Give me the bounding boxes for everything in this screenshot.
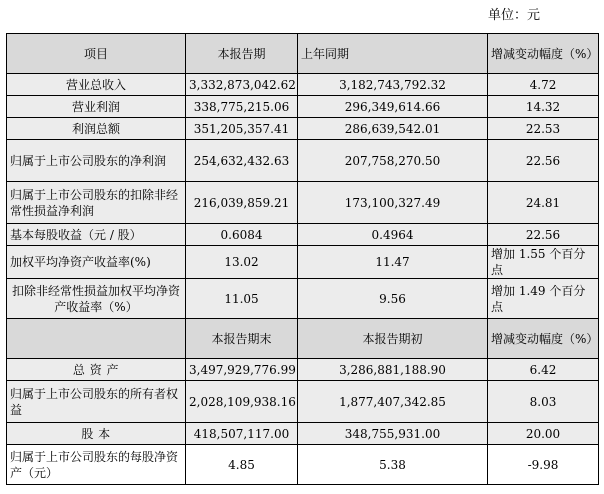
row-current: 418,507,117.00	[186, 423, 298, 445]
row-current: 2,028,109,938.16	[186, 381, 298, 423]
header-item: 项目	[7, 34, 186, 74]
table-row	[7, 381, 599, 423]
table-row	[7, 445, 599, 485]
table-row	[7, 96, 599, 118]
row-previous: 11.47	[298, 246, 488, 279]
table-row	[7, 246, 599, 279]
table-row	[7, 74, 599, 96]
row-change: 4.72	[488, 74, 599, 96]
row-previous: 173,100,327.49	[298, 182, 488, 224]
row-item: 营业利润	[7, 96, 186, 118]
row-previous: 348,755,931.00	[298, 423, 488, 445]
row-previous: 3,182,743,792.32	[298, 74, 488, 96]
row-change: 20.00	[488, 423, 599, 445]
row-change: 增加 1.55 个百分点	[488, 246, 599, 279]
row-item: 归属于上市公司股东的扣除非经常性损益净利润	[7, 182, 186, 224]
header-previous: 上年同期	[298, 34, 488, 74]
row-item: 归属于上市公司股东的所有者权益	[7, 381, 186, 423]
row-item: 归属于上市公司股东的每股净资产（元）	[7, 445, 186, 485]
row-change: -9.98	[488, 445, 599, 485]
unit-label: 单位：元	[487, 8, 540, 23]
row-change: 增加 1.49 个百分点	[488, 279, 599, 319]
row-item: 利润总额	[7, 118, 186, 140]
row-item: 基本每股收益（元 / 股）	[7, 224, 186, 246]
row-previous: 286,639,542.01	[298, 118, 488, 140]
table-header-row	[7, 34, 599, 74]
row-change: 24.81	[488, 182, 599, 224]
row-previous: 9.56	[298, 279, 488, 319]
table-row	[7, 359, 599, 381]
row-current: 0.6084	[186, 224, 298, 246]
row-current: 11.05	[186, 279, 298, 319]
row-change: 22.56	[488, 224, 599, 246]
row-previous: 207,758,270.50	[298, 140, 488, 182]
table-row	[7, 140, 599, 182]
row-current: 338,775,215.06	[186, 96, 298, 118]
table-row	[7, 279, 599, 319]
financial-summary-table	[6, 33, 599, 485]
row-change: 8.03	[488, 381, 599, 423]
row-item: 总 资 产	[7, 359, 186, 381]
table-row	[7, 224, 599, 246]
table-row	[7, 118, 599, 140]
row-current: 216,039,859.21	[186, 182, 298, 224]
row-current: 3,497,929,776.99	[186, 359, 298, 381]
row-item: 扣除非经常性损益加权平均净资产收益率（%）	[7, 279, 186, 319]
row-previous: 296,349,614.66	[298, 96, 488, 118]
row-current: 13.02	[186, 246, 298, 279]
subheader-current: 本报告期末	[186, 319, 298, 359]
header-change: 增减变动幅度（%）	[488, 34, 599, 74]
row-previous: 0.4964	[298, 224, 488, 246]
row-current: 3,332,873,042.62	[186, 74, 298, 96]
row-change: 14.32	[488, 96, 599, 118]
row-change: 22.53	[488, 118, 599, 140]
row-current: 351,205,357.41	[186, 118, 298, 140]
table-row	[7, 423, 599, 445]
row-change: 22.56	[488, 140, 599, 182]
row-previous: 1,877,407,342.85	[298, 381, 488, 423]
subheader-empty	[7, 319, 186, 359]
row-item: 营业总收入	[7, 74, 186, 96]
row-previous: 5.38	[298, 445, 488, 485]
row-item: 加权平均净资产收益率(%)	[7, 246, 186, 279]
row-current: 254,632,432.63	[186, 140, 298, 182]
subheader-previous: 本报告期初	[298, 319, 488, 359]
row-previous: 3,286,881,188.90	[298, 359, 488, 381]
header-current: 本报告期	[186, 34, 298, 74]
row-current: 4.85	[186, 445, 298, 485]
table-subheader-row	[7, 319, 599, 359]
table-row	[7, 182, 599, 224]
row-item: 归属于上市公司股东的净利润	[7, 140, 186, 182]
row-change: 6.42	[488, 359, 599, 381]
row-item: 股 本	[7, 423, 186, 445]
subheader-change: 增减变动幅度（%）	[488, 319, 599, 359]
